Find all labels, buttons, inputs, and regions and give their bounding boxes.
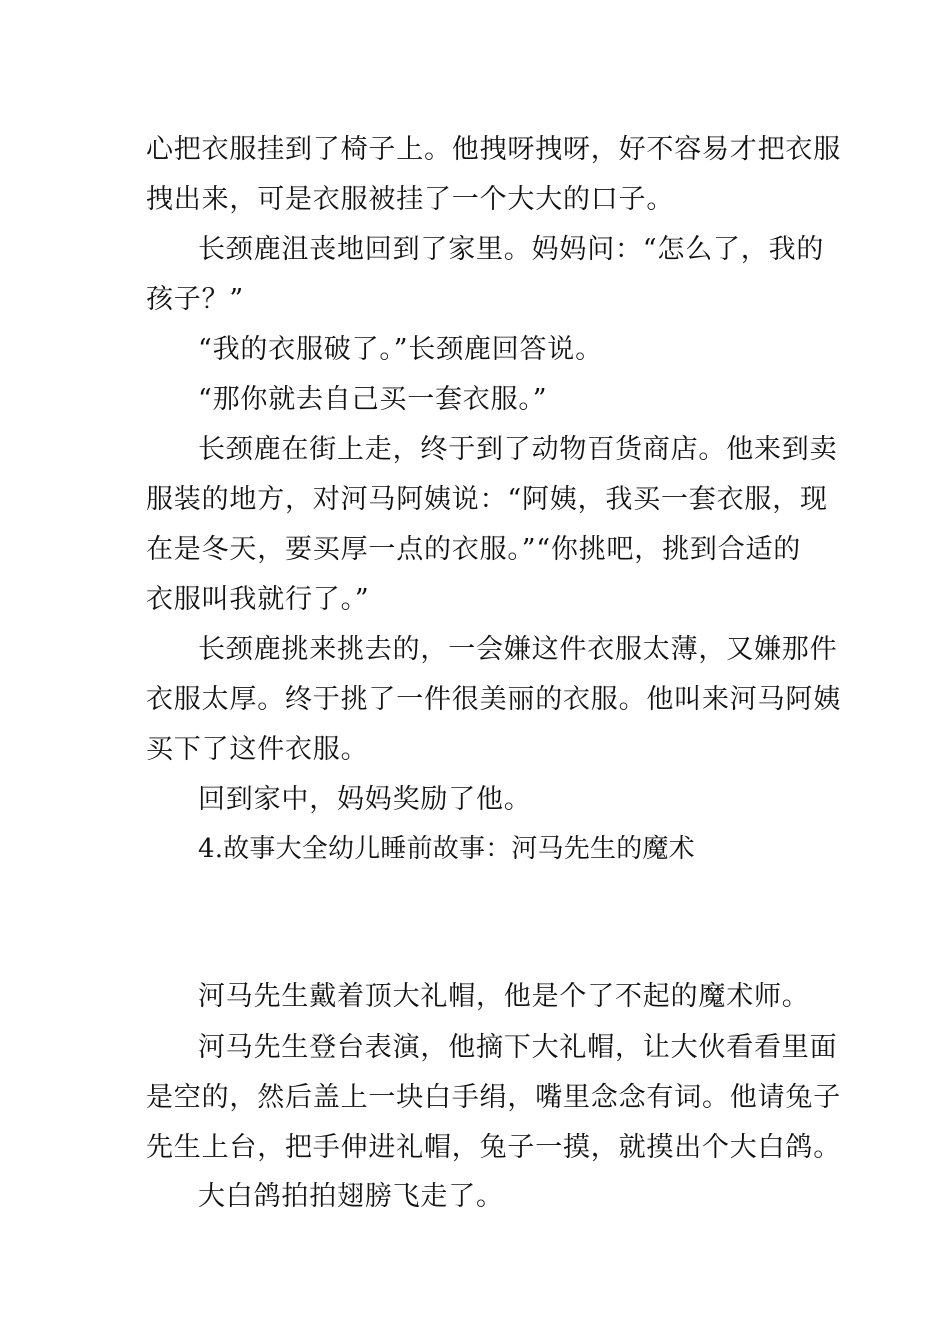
story-line-18: 先生上台，把手伸进礼帽，兔子一摸，就摸出个大白鸽。 <box>146 1132 841 1163</box>
story-line-2: 拽出来，可是衣服被挂了一个大大的口子。 <box>146 184 675 215</box>
story-line-10: 衣服叫我就行了。” <box>146 584 370 615</box>
story-line-7: 长颈鹿在街上走，终于到了动物百货商店。他来到卖 <box>198 434 838 465</box>
story-line-13: 买下了这件衣服。 <box>146 734 369 765</box>
story-line-4: 孩子？” <box>146 284 245 315</box>
story-line-12: 衣服太厚。终于挑了一件很美丽的衣服。他叫来河马阿姨 <box>146 684 841 715</box>
story-line-11: 长颈鹿挑来挑去的，一会嫌这件衣服太薄，又嫌那件 <box>198 634 838 665</box>
story-line-3: 长颈鹿沮丧地回到了家里。妈妈问：“怎么了，我的 <box>198 234 825 265</box>
story-line-9: 在是冬天，要买厚一点的衣服。”“你挑吧，挑到合适的 <box>146 534 802 565</box>
story-line-16: 河马先生登台表演，他摘下大礼帽，让大伙看看里面 <box>198 1032 838 1063</box>
story-line-5: “我的衣服破了。”长颈鹿回答说。 <box>198 334 603 365</box>
story-line-15: 河马先生戴着顶大礼帽，他是个了不起的魔术师。 <box>198 981 810 1012</box>
story-line-6: “那你就去自己买一套衣服。” <box>198 384 548 415</box>
story-line-14: 回到家中，妈妈奖励了他。 <box>198 784 532 815</box>
section-heading: 4.故事大全幼儿睡前故事：河马先生的魔术 <box>198 834 695 864</box>
story-line-19: 大白鸽拍拍翅膀飞走了。 <box>198 1181 504 1212</box>
story-line-17: 是空的，然后盖上一块白手绢，嘴里念念有词。他请兔子 <box>146 1082 841 1113</box>
story-line-8: 服装的地方，对河马阿姨说：“阿姨，我买一套衣服，现 <box>146 484 828 515</box>
story-line-1: 心把衣服挂到了椅子上。他拽呀拽呀，好不容易才把衣服 <box>146 134 841 165</box>
